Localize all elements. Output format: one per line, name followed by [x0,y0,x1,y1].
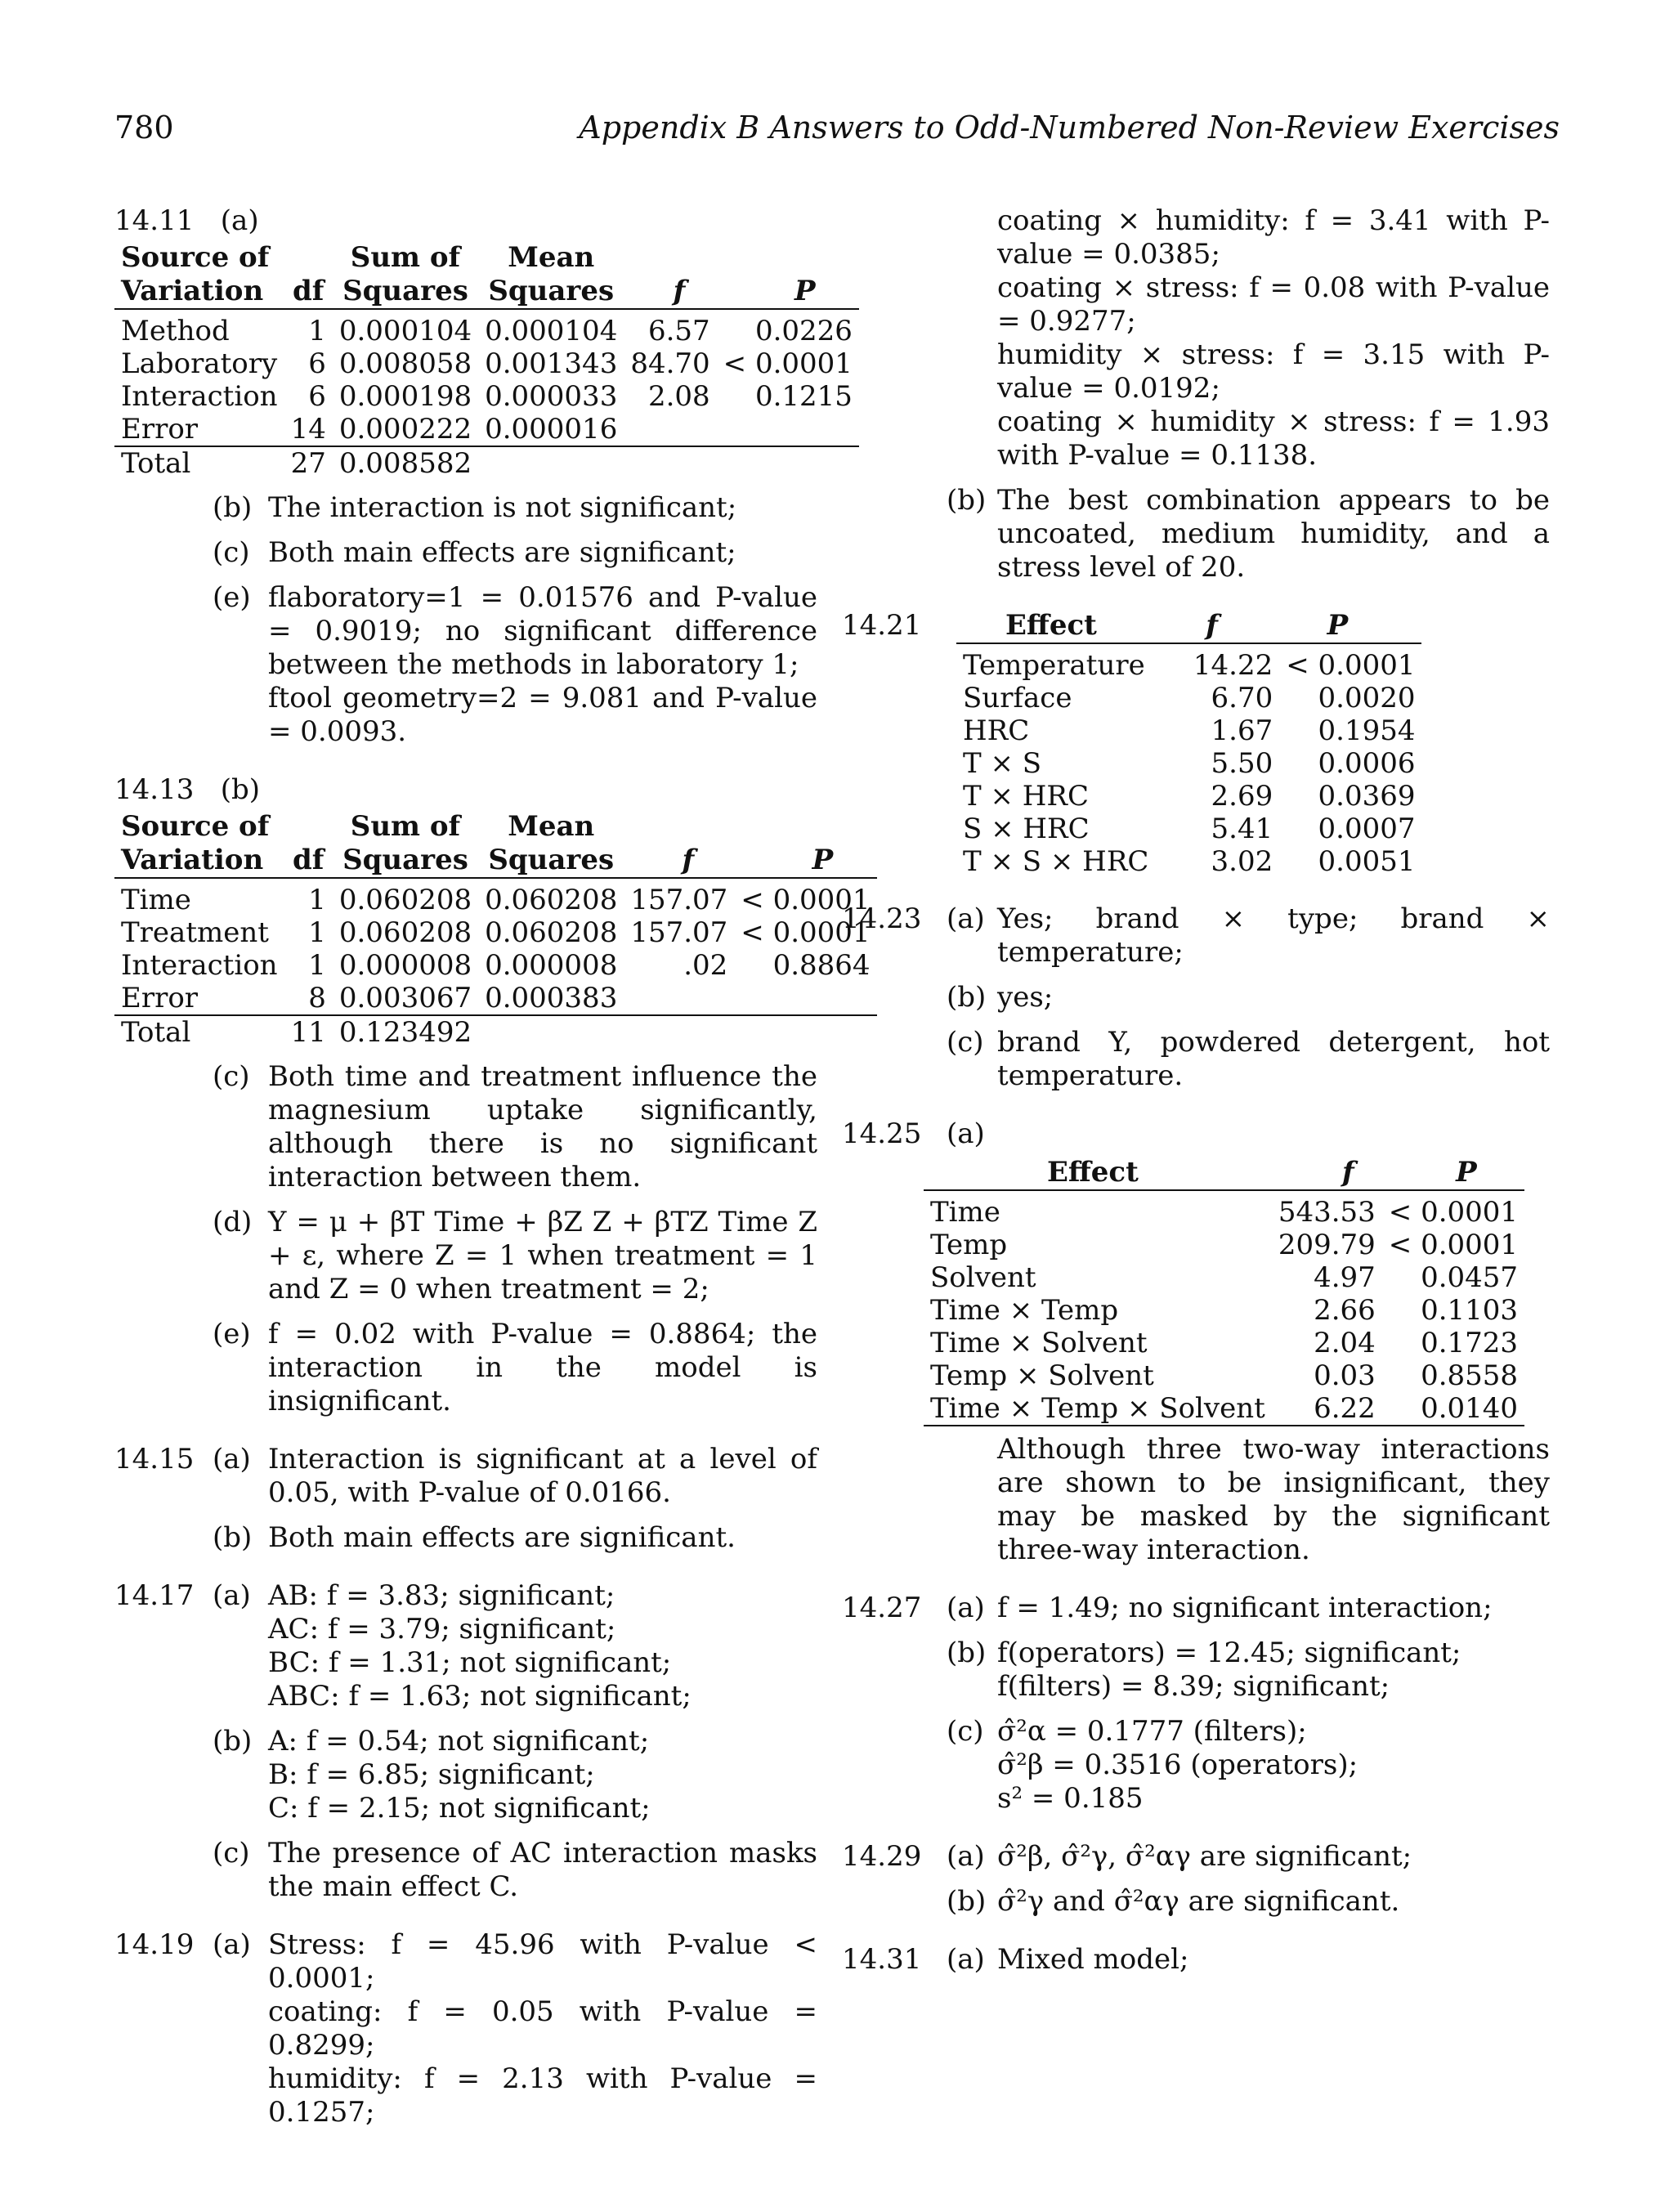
exercise-14-11 [114,204,853,749]
table-header: P [1327,609,1349,642]
table-row: Time 1 0.060208 0.060208 157.07 < 0.0001 [114,878,877,916]
table-header: f [673,275,686,307]
table-row: Solvent 4.97 0.0457 [930,1261,1519,1294]
answer-14-11-e: (e) flaboratory=1 = 0.01576 and P-value = 0.9019; no significant difference between the methods in laboratory 1; ftool geometry=2 = 9.081 and P-value = 0.0093. [213,581,817,748]
answer-14-17-b: (b) A: f = 0.54; not significant; B: f = 6.85; significant; C: f = 2.15; not significant; [213,1725,651,1825]
answer-14-19-a: (a) Stress: f = 45.96 with P-value < 0.0001; coating: f = 0.05 with P-value = 0.8299; humidity: f = 2.13 with P-value = 0.1257; [213,1928,817,2129]
answer-14-15-b: (b) Both main effects are significant. [213,1521,736,1554]
exercise-number: 14.25 [842,1117,922,1150]
exercise-number: 14.11 [114,204,195,237]
exercise-14-21 [842,609,1550,878]
exercise-14-17 [114,1579,817,1904]
table-row: HRC 1.67 0.1954 [963,714,1416,747]
exercise-number: 14.29 [842,1840,922,1873]
table-row: Laboratory 6 0.008058 0.001343 84.70 < 0.0001 [121,347,853,380]
table-header: Source of Variation [121,810,270,876]
table-row: Interaction 1 0.000008 0.000008 .02 0.8864 [121,949,871,982]
answer-14-17-c: (c) The presence of AC interaction masks the main effect C. [213,1837,817,1903]
table-row: Treatment 1 0.060208 0.060208 157.07 < 0.0001 [121,916,871,949]
answer-14-27-a: (a) f = 1.49; no significant interaction; [947,1592,1493,1624]
table-header: f [682,844,695,876]
answer-14-23-b: (b) yes; [947,981,1054,1014]
exercise-14-27 [842,1592,1550,1816]
exercise-14-25 [842,1117,1550,1567]
exercise-number: 14.17 [114,1579,195,1612]
table-row: Temperature 14.22 < 0.0001 [963,649,1416,682]
anova-table-14-13 [114,810,877,1049]
table-header: f [1341,1156,1354,1189]
exercise-number: 14.21 [842,609,922,642]
answer-14-31-a: (a) Mixed model; [947,1943,1189,1976]
table-row: Time × Solvent 2.04 0.1723 [930,1327,1519,1359]
table-header: df [293,275,325,307]
table-row: T × S 5.50 0.0006 [963,747,1416,780]
table-header: P [1456,1156,1477,1189]
answer-14-15-a: (a) Interaction is significant at a level of 0.05, with P-value of 0.0166. [213,1443,817,1509]
exercise-14-19-continued [842,204,1550,584]
table-header: Sum of Squares [342,241,468,307]
table-header: Mean Squares [488,241,615,307]
exercise-14-31 [842,1943,1550,1977]
exercise-14-23 [842,902,1550,1093]
exercise-number: 14.13 [114,773,195,806]
answer-14-17-a: (a) AB: f = 3.83; significant; AC: f = 3.79; significant; BC: f = 1.31; not significant; ABC: f = 1.63; not significant; [213,1579,692,1713]
answer-14-19-b: (b) The best combination appears to be uncoated, medium humidity, and a stress level of 20. [947,484,1550,584]
answer-14-29-a: (a) σ̂²β, σ̂²γ, σ̂²αγ are significant; [947,1840,1412,1873]
part-label: (a) [220,204,259,237]
table-header: Source of Variation [121,241,270,307]
table-row: Time 543.53 < 0.0001 [930,1196,1519,1229]
exercise-number: 14.19 [114,1928,195,1961]
exercise-number: 14.15 [114,1443,195,1475]
table-row: Temp 209.79 < 0.0001 [930,1229,1519,1261]
exercise-14-15 [114,1443,817,1555]
part-label: (b) [220,773,261,806]
effects-table-14-21 [956,609,1421,878]
effects-table-14-25 [924,1156,1524,1426]
table-row: Total 11 0.123492 [121,1016,472,1049]
table-row: T × HRC 2.69 0.0369 [963,780,1416,813]
answer-14-13-d: (d) Y = μ + βT Time + βZ Z + βTZ Time Z + ε, where Z = 1 when treatment = 1 and Z = 0 when treatment = 2; [213,1206,817,1305]
exercise-14-29 [842,1840,1550,1919]
table-header: P [812,844,834,876]
running-header: Appendix B Answers to Odd-Numbered Non-Review Exercises [579,110,1560,146]
table-row: S × HRC 5.41 0.0007 [963,813,1416,845]
answer-14-11-c: (c) Both main effects are significant; [213,536,736,569]
table-header: Sum of Squares [342,810,468,876]
table-header: P [794,275,816,307]
table-header: Effect [1046,1156,1139,1189]
exercise-number: 14.31 [842,1943,922,1976]
table-header: f [1206,609,1218,642]
answer-14-13-c: (c) Both time and treatment influence the magnesium uptake significantly, although there is no significant interaction between them. [213,1060,817,1193]
exercise-number: 14.27 [842,1592,922,1624]
left-column [114,204,871,2154]
answer-14-27-b: (b) f(operators) = 12.45; significant; f(filters) = 8.39; significant; [947,1637,1461,1703]
answer-14-27-c: (c) σ̂²α = 0.1777 (filters); σ̂²β = 0.3516 (operators); s² = 0.185 [947,1715,1358,1815]
table-row: Temp × Solvent 0.03 0.8558 [930,1359,1519,1392]
answer-14-23-c: (c) brand Y, powdered detergent, hot temperature. [947,1026,1550,1092]
table-row: Time × Temp 2.66 0.1103 [930,1294,1519,1327]
answer-14-29-b: (b) σ̂²γ and σ̂²αγ are significant. [947,1885,1400,1918]
answer-14-23-a: (a) Yes; brand × type; brand × temperature; [947,902,1550,969]
table-row: Method 1 0.000104 0.000104 6.57 0.0226 [114,309,859,347]
anova-table-14-11 [114,241,859,480]
table-row: T × S × HRC 3.02 0.0051 [963,845,1416,878]
table-row: Error 8 0.003067 0.000383 [114,982,877,1015]
answer-14-13-e: (e) f = 0.02 with P-value = 0.8864; the interaction in the model is insignificant. [213,1318,817,1417]
table-row: Total 27 0.008582 [121,447,472,480]
table-header: Effect [1005,609,1097,642]
table-row: Error 14 0.000222 0.000016 [114,413,859,446]
table-row: Interaction 6 0.000198 0.000033 2.08 0.1215 [121,380,853,413]
exercise-14-13 [114,773,871,1418]
exercise-14-19 [114,1928,817,2129]
table-header: df [293,844,325,876]
answer-14-25-note: Although three two-way interactions are shown to be insignificant, they may be masked by the significant three-way interaction. [997,1433,1550,1566]
page-number: 780 [114,110,174,146]
table-row: Surface 6.70 0.0020 [963,682,1416,714]
part-label: (a) [947,1117,985,1150]
right-column [842,204,1550,2001]
exercise-number: 14.23 [842,902,922,935]
answer-14-19-a-continued: coating × humidity: f = 3.41 with P-value = 0.0385; coating × stress: f = 0.08 with P-value = 0.9277; humidity × stress: f = 3.15 with P-value = 0.0192; coating × humidity × stress: f = 1.93 with P-value = 0.1138. [997,204,1550,472]
table-row: Time × Temp × Solvent 6.22 0.0140 [924,1392,1524,1426]
table-header: Mean Squares [488,810,615,876]
answer-14-11-b: (b) The interaction is not significant; [213,491,737,524]
